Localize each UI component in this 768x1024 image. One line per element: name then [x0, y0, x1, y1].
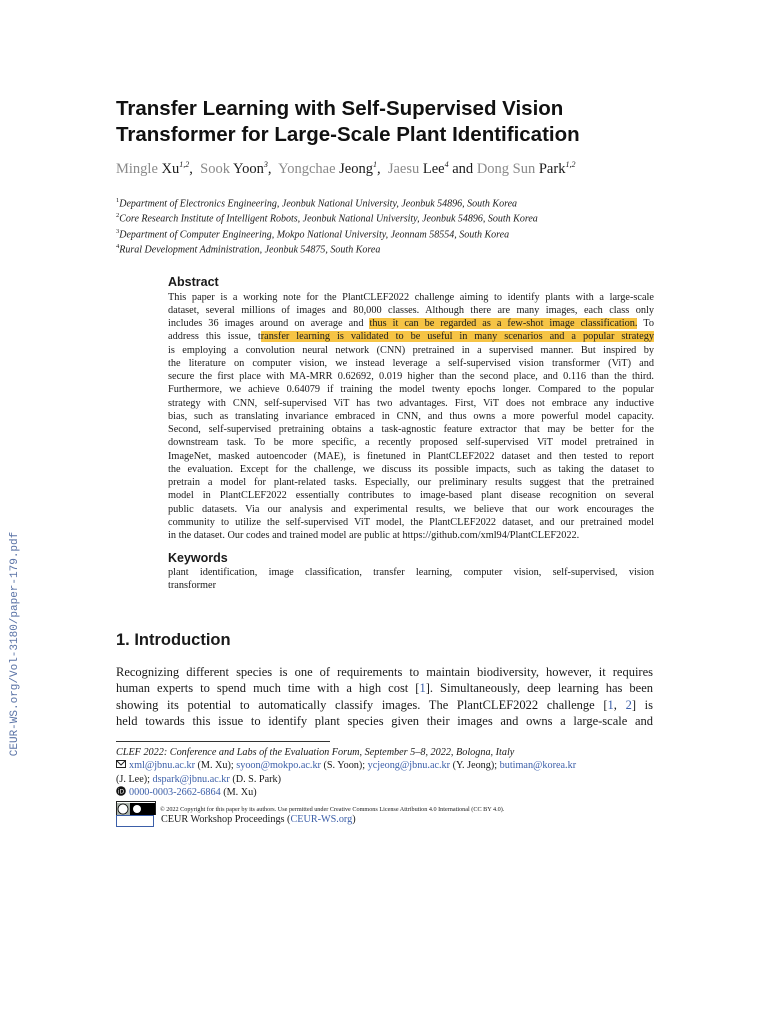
abstract-line: the evaluation. Except for the challenge, we discuss its possible impacts, such as taking the dataset to — [168, 464, 654, 475]
abstract-line: model in PlantCLEF2022 essentially contributes to image-based plant disease recognition on several — [168, 490, 654, 501]
affiliation-num: 3 — [116, 228, 120, 235]
ceur-link[interactable]: CEUR-WS.org — [290, 814, 353, 825]
abstract-text: includes 36 images around on average and — [168, 318, 370, 329]
email-owner: (Y. Jeong); — [450, 760, 500, 771]
abstract-line: public datasets. Via our analysis and experimental results, we believe that our work encourages the — [168, 504, 654, 515]
citation-link[interactable]: 1 — [419, 681, 426, 695]
email-link[interactable]: xml@jbnu.ac.kr — [129, 760, 195, 771]
affiliation-text: Department of Computer Engineering, Mokpo National University, Jeonnam 58554, South Korea — [119, 229, 510, 241]
affiliation-text: Core Research Institute of Intelligent Robots, Jeonbuk National University, Jeonbuk 54896, South Korea — [119, 213, 538, 225]
section-heading: 1. Introduction — [116, 631, 231, 649]
abstract-line: in the dataset. Our codes and trained model are public at https://github.com/xml94/PlantCLEF2022. — [168, 530, 580, 541]
abstract-line: dataset, several millions of images and 80,000 classes. Although there are many images, each class only — [168, 305, 654, 316]
author-affil-sup: 3 — [263, 160, 268, 169]
abstract-line: Furthermore, we achieve 0.64079 if training the model twenty epochs longer. Compared to the popular — [168, 384, 654, 395]
abstract-line: Second, self-supervised pretraining obtains a task-agnostic feature extractor that may be better for the — [168, 424, 654, 435]
ceur-text: CEUR Workshop Proceedings ( — [161, 814, 291, 825]
email-owner: (J. Lee); — [116, 774, 153, 785]
cc-icon — [117, 803, 155, 815]
ceur-logo-icon — [116, 815, 154, 827]
copyright-note: © 2022 Copyright for this paper by its authors. Use permitted under Creative Commons License Attribution 4.0 International (CC BY 4.0). — [160, 806, 505, 813]
abstract-line: strategy with CNN, self-supervised ViT has two advantages. First, ViT does not embrace any inductive — [168, 398, 654, 409]
affiliation-num: 1 — [116, 197, 120, 204]
author-first-name: Jaesu — [387, 160, 420, 177]
affiliation — [116, 239, 676, 258]
keywords-line: transformer — [168, 580, 217, 591]
body-line: held towards this issue to identify plant species given their images and owns a large-scale and — [116, 714, 653, 728]
title-line-1: Transfer Learning with Self-Supervised Vision — [116, 97, 564, 120]
orcid-icon — [116, 786, 126, 796]
email-line — [116, 773, 281, 787]
paper-title — [116, 96, 676, 148]
abstract-line — [168, 317, 654, 330]
envelope-icon — [116, 759, 126, 769]
citation-link[interactable]: 2 — [625, 698, 632, 712]
email-link[interactable]: dspark@jbnu.ac.kr — [152, 774, 230, 785]
abstract-line: bias, such as translating invariance embraced in CNN, and thus owns a more powerful model capacity. — [168, 411, 654, 422]
body-text: ] is — [631, 698, 654, 712]
abstract-line: pretrain a model for plant-related tasks. Especially, our preliminary results suggest that the pretrained — [168, 477, 654, 488]
abstract-line: secure the first place with MA-MRR 0.62692, 0.019 higher than the second place, and 0.116 than the third. — [168, 371, 654, 382]
author-first-name: Sook — [200, 160, 230, 177]
affiliation-num: 4 — [116, 243, 120, 250]
author-last-name: Jeong — [339, 160, 373, 177]
abstract-line: ImageNet, masked autoencoder (MAE), is finetuned in PlantCLEF2022 dataset and then tested to report — [168, 451, 654, 462]
abstract-line: This paper is a working note for the PlantCLEF2022 challenge aiming to identify plants with a large-scale — [168, 292, 654, 303]
email-owner: (S. Yoon); — [320, 760, 368, 771]
highlighted-text[interactable]: ransfer learning is validated to be useful in many scenarios and a popular strategy — [260, 331, 654, 342]
author-affil-sup: 4 — [444, 160, 449, 169]
sidebar-url-text[interactable]: CEUR-WS.org/Vol-3180/paper-179.pdf — [9, 531, 21, 757]
abstract-line: is employing a convolution neural network (CNN) pretrained in a supervised manner. But inspired by — [168, 345, 654, 356]
author-affil-sup: 1,2 — [179, 160, 190, 169]
author-last-name: Lee — [422, 160, 445, 177]
title-line-2: Transformer for Large-Scale Plant Identification — [116, 123, 580, 146]
abstract-heading: Abstract — [168, 275, 219, 289]
affiliation-text: Department of Electronics Engineering, Jeonbuk National University, Jeonbuk 54896, South Korea — [119, 198, 518, 210]
author-first-name: Yongchae — [278, 160, 336, 177]
keywords-heading: Keywords — [168, 551, 228, 565]
author-first-name: Dong Sun — [476, 160, 536, 177]
abstract-line: community to utilize the self-supervised ViT model, the PlantCLEF2022 dataset, and our pretrained model — [168, 517, 654, 528]
svg-text:iD: iD — [117, 788, 125, 796]
author-first-name: Mingle — [116, 160, 158, 177]
citation-link[interactable]: 1 — [607, 698, 614, 712]
sidebar-url[interactable] — [6, 522, 24, 766]
email-line — [116, 759, 576, 773]
email-owner: (D. S. Park) — [229, 774, 281, 785]
orcid-owner: (M. Xu) — [220, 787, 257, 798]
body-line: Recognizing different species is one of requirements to maintain biodiversity, however, it requires — [116, 665, 653, 679]
email-owner: (M. Xu); — [194, 760, 237, 771]
email-link[interactable]: butiman@korea.kr — [499, 760, 577, 771]
ceur-line — [161, 813, 356, 827]
conference-note: CLEF 2022: Conference and Labs of the Evaluation Forum, September 5–8, 2022, Bologna, Italy — [116, 747, 515, 758]
author-last-name: Yoon — [233, 160, 264, 177]
abstract-text: address this issue, t — [168, 331, 261, 342]
email-link[interactable]: syoon@mokpo.ac.kr — [236, 760, 321, 771]
body-line — [116, 697, 653, 713]
body-line — [116, 680, 653, 696]
ceur-text: ) — [352, 814, 356, 825]
body-text: ]. Simultaneously, deep learning has been — [425, 681, 653, 695]
abstract-line: downstream task. To be more specific, a recently proposed self-supervised ViT model pretrained in — [168, 437, 654, 448]
affiliation-num: 2 — [116, 212, 120, 219]
orcid-line — [116, 786, 257, 800]
highlighted-text[interactable]: thus it can be regarded as a few-shot image classification. — [369, 318, 638, 329]
author-and: and — [452, 160, 474, 177]
cc-by-license-icon[interactable] — [116, 801, 156, 815]
orcid-link[interactable]: 0000-0003-2662-6864 — [129, 787, 221, 798]
abstract-line — [168, 330, 654, 343]
author-affil-sup: 1 — [372, 160, 377, 169]
author-last-name: Xu — [161, 160, 180, 177]
abstract-text: To — [637, 318, 655, 329]
body-text: , — [613, 698, 626, 712]
footnote-divider — [116, 741, 330, 742]
affiliation-text: Rural Development Administration, Jeonbuk 54875, South Korea — [119, 244, 381, 256]
author-last-name: Park — [538, 160, 566, 177]
body-text: human experts to spend much time with a high cost [ — [116, 681, 420, 695]
body-text: showing its potential to automatically classify images. The PlantCLEF2022 challenge [ — [116, 698, 608, 712]
email-link[interactable]: ycjeong@jbnu.ac.kr — [367, 760, 451, 771]
author-affil-sup: 1,2 — [565, 160, 576, 169]
keywords-line: plant identification, image classification, transfer learning, computer vision, self-supervised, vision — [168, 567, 654, 578]
author-list: Mingle Xu$^{1,2}$, Sook Yoon$^3$, Yongchae Jeong$^1$, Jaesu Lee$^4$ and Dong Sun Park$^{1,2}$ — [116, 160, 576, 177]
abstract-line: the literature on computer vision, we instead leverage a self-supervised vision transformer (ViT) and — [168, 358, 654, 369]
